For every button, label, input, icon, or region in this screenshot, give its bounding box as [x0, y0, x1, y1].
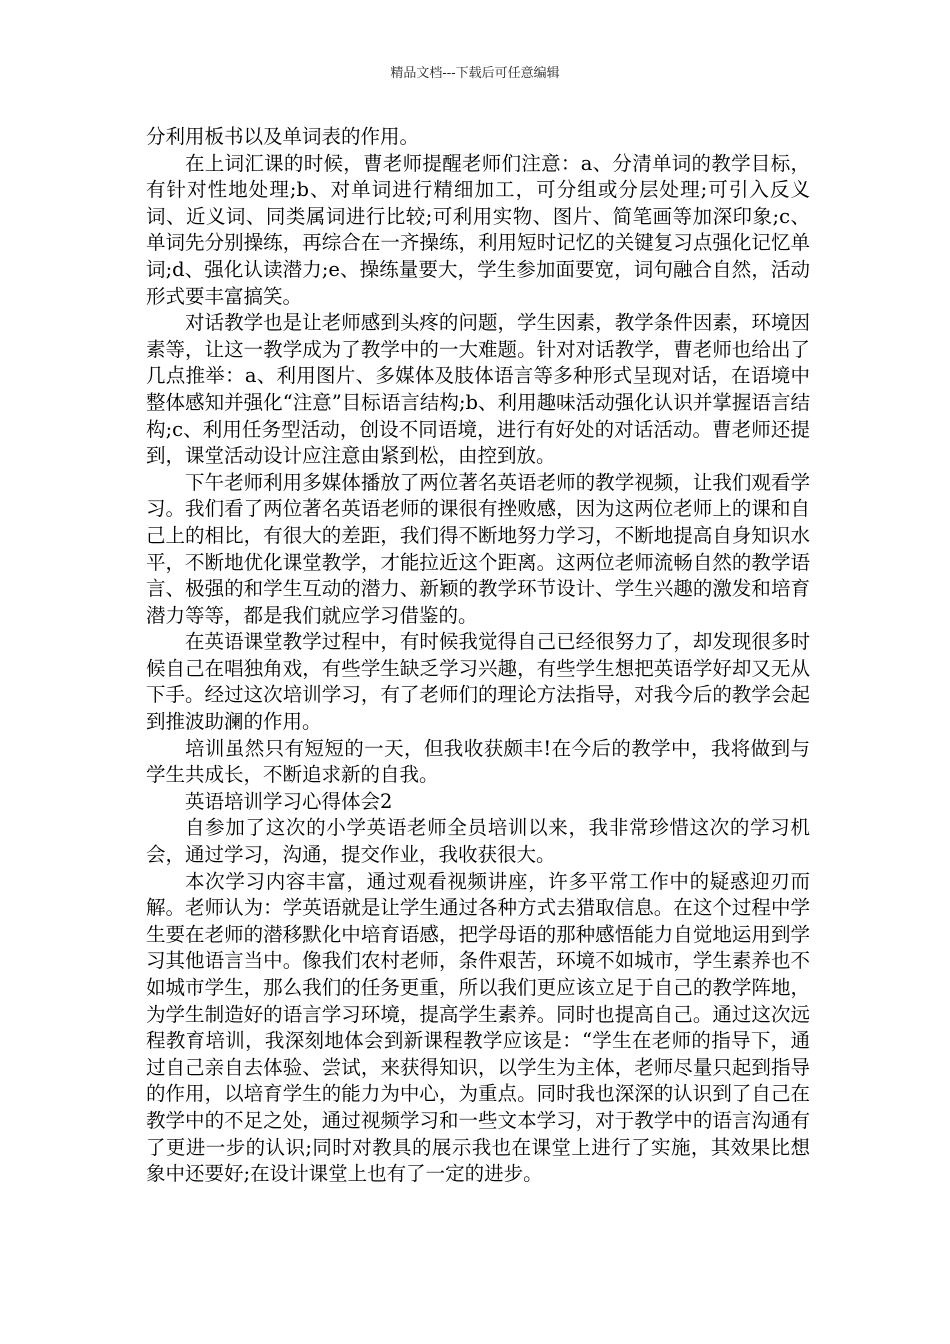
page-header: 精品文档---下载后可任意编辑	[390, 66, 560, 81]
section-heading: 英语培训学习心得体会2	[185, 789, 393, 813]
paragraph: 对话教学也是让老师感到头疼的问题，学生因素，教学条件因素，环境因素等，让这一教学成为了教学中的一大难题。针对对话教学，曹老师也给出了几点推举：a、利用图片、多媒体及肢体语言等多种形式呈现对话，在语境中整体感知并强化“注意”目标语言结构;b、利用趣味活动强化认识并掌握语言结构;c、利用任务型活动，创设不同语境，进行有好处的对话活动。曹老师还提到，课堂活动设计应注意由紧到松，由控到放。	[146, 311, 810, 468]
paragraph: 培训虽然只有短短的一天，但我收获颇丰!在今后的教学中，我将做到与学生共成长，不断追求新的自我。	[146, 736, 810, 787]
paragraph: 在上词汇课的时候，曹老师提醒老师们注意：a、分清单词的教学目标，有针对性地处理;b、对单词进行精细加工，可分组或分层处理;可引入反义词、近义词、同类属词进行比较;可利用实物、图片、简笔画等加深印象;c、单词先分别操练，再综合在一齐操练，利用短时记忆的关键复习点强化记忆单词;d、强化认读潜力;e、操练量要大，学生参加面要宽，词句融合自然，活动形式要丰富搞笑。	[146, 151, 810, 308]
document-body	[146, 124, 810, 1188]
paragraph: 本次学习内容丰富，通过观看视频讲座，许多平常工作中的疑惑迎刃而解。老师认为：学英语就是让学生通过各种方式去猎取信息。在这个过程中学生要在老师的潜移默化中培育语感，把学母语的那种感悟能力自觉地运用到学习其他语言当中。像我们农村老师，条件艰苦，环境不如城市，学生素养也不如城市学生，那么我们的任务更重，所以我们更应该立足于自己的教学阵地，为学生制造好的语言学习环境，提高学生素养。同时也提高自己。通过这次远程教育培训，我深刻地体会到新课程教学应该是：“学生在老师的指导下，通过自己亲自去体验、尝试，来获得知识，以学生为主体，老师尽量只起到指导的作用，以培育学生的能力为中心，为重点。同时我也深深的认识到了自己在教学中的不足之处，通过视频学习和一些文本学习，对于教学中的语言沟通有了更进一步的认识;同时对教具的展示我也在课堂上进行了实施，其效果比想象中还要好;在设计课堂上也有了一定的进步。	[146, 869, 810, 1186]
paragraph: 分利用板书以及单词表的作用。	[146, 125, 420, 148]
paragraph: 下午老师利用多媒体播放了两位著名英语老师的教学视频，让我们观看学习。我们看了两位著名英语老师的课很有挫败感，因为这两位老师上的课和自己上的相比，有很大的差距，我们得不断地努力学习，不断地提高自身知识水平，不断地优化课堂教学，才能拉近这个距离。这两位老师流畅自然的教学语言、极强的和学生互动的潜力、新颖的教学环节设计、学生兴趣的激发和培育潜力等等，都是我们就应学习借鉴的。	[146, 470, 810, 627]
paragraph: 自参加了这次的小学英语老师全员培训以来，我非常珍惜这次的学习机会，通过学习，沟通，提交作业，我收获很大。	[146, 816, 810, 867]
paragraph: 在英语课堂教学过程中，有时候我觉得自己已经很努力了，却发现很多时候自己在唱独角戏，有些学生缺乏学习兴趣，有些学生想把英语学好却又无从下手。经过这次培训学习，有了老师们的理论方法指导，对我今后的教学会起到推波助澜的作用。	[146, 630, 810, 734]
